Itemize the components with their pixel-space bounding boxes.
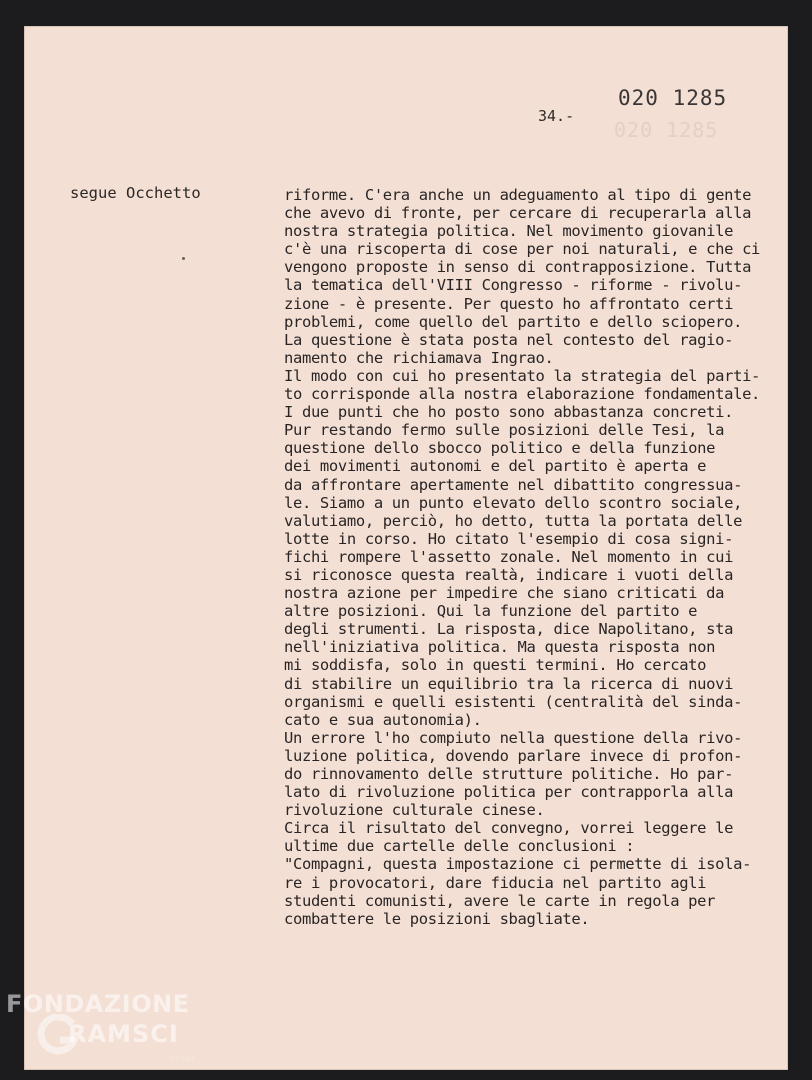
watermark-line1: FONDAZIONE [6,990,190,1018]
watermark-logo [6,990,206,1072]
text-line: mi soddisfa, solo in questi termini. Ho cercato [284,656,707,675]
text-line: namento che richiamava Ingrao. [284,348,554,367]
text-line: nostra strategia politica. Nel movimento giovanile [284,222,734,241]
text-line: Pur restando fermo sulle posizioni delle Tesi, la [284,421,725,440]
text-line: combattere le posizioni sbagliate. [284,909,590,928]
text-line: di stabilire un equilibrio tra la ricerca di nuovi [284,674,734,693]
text-line: nell'iniziativa politica. Ma questa risposta non [284,638,716,657]
text-line: altre posizioni. Qui la funzione del partito e [284,602,698,621]
text-line: luzione politica, dovendo parlare invece di profon- [284,746,743,765]
transcript-body [284,186,784,928]
text-line: zione - è presente. Per questo ho affrontato certi [284,294,734,313]
text-line: lotte in corso. Ho citato l'esempio di cosa signi- [284,529,734,548]
watermark-line2: RAMSCI [68,1020,179,1048]
text-line: valutiamo, perciò, ho detto, tutta la portata delle [284,511,743,530]
text-line: cato e sua autonomia). [284,710,482,729]
text-line: re i provocatori, dare fiducia nel partito agli [284,873,707,892]
archive-number: 020 1285 [618,86,728,110]
text-line: "Compagni, questa impostazione ci permette di isola- [284,855,752,874]
text-line: vengono proposte in senso di contrapposizione. Tutta [284,258,752,277]
text-line: riforme. C'era anche un adeguamento al tipo di gente [284,186,752,204]
text-line: rivoluzione culturale cinese. [284,801,545,820]
speaker-label: segue Occhetto [70,184,201,202]
text-line: fichi rompere l'assetto zonale. Nel momento in cui [284,547,734,566]
text-line: Circa il risultato del convegno, vorrei leggere le [284,819,734,838]
paper-speck [182,257,185,260]
text-line: La questione è stata posta nel contesto del ragio- [284,330,734,349]
page-number: 34.- [538,107,575,125]
text-line: organismi e quelli esistenti (centralità del sinda- [284,692,743,711]
text-line: questione dello sbocco politico e della funzione [284,439,716,458]
text-line: degli strumenti. La risposta, dice Napolitano, sta [284,620,734,639]
text-line: dei movimenti autonomi e del partito è aperta e [284,457,707,476]
text-line: si riconosce questa realtà, indicare i vuoti della [284,565,734,584]
text-line: nostra azione per impedire che siano criticati da [284,584,725,603]
text-line: I due punti che ho posto sono abbastanza concreti. [284,403,734,422]
text-line: do rinnovamento delle strutture politiche. Ho par- [284,765,734,783]
text-line: studenti comunisti, avere le carte in regola per [284,891,716,910]
text-line: che avevo di fronte, per cercare di recuperarla alla [284,204,752,223]
archive-number-bleed: 020 1285 [614,118,719,142]
text-line: da affrontare apertamente nel dibattito congressua- [284,475,743,494]
text-line: problemi, come quello del partito e dello sciopero. [284,312,743,331]
text-line: la tematica dell'VIII Congresso - riforme - rivolu- [284,276,743,295]
text-line: Un errore l'ho compiuto nella questione della rivo- [284,728,743,747]
text-line: to corrisponde alla nostra elaborazione fondamentale. [284,385,761,404]
text-line: lato di rivoluzione politica per contrapporla alla [284,783,734,802]
watermark-sub: onlus [170,1054,197,1063]
text-line: c'è una riscoperta di cose per noi naturali, e che ci [284,240,761,259]
text-line: ultime due cartelle delle conclusioni : [284,837,635,856]
text-line: Il modo con cui ho presentato la strategia del parti- [284,366,761,385]
text-line: le. Siamo a un punto elevato dello scontro sociale, [284,493,743,512]
